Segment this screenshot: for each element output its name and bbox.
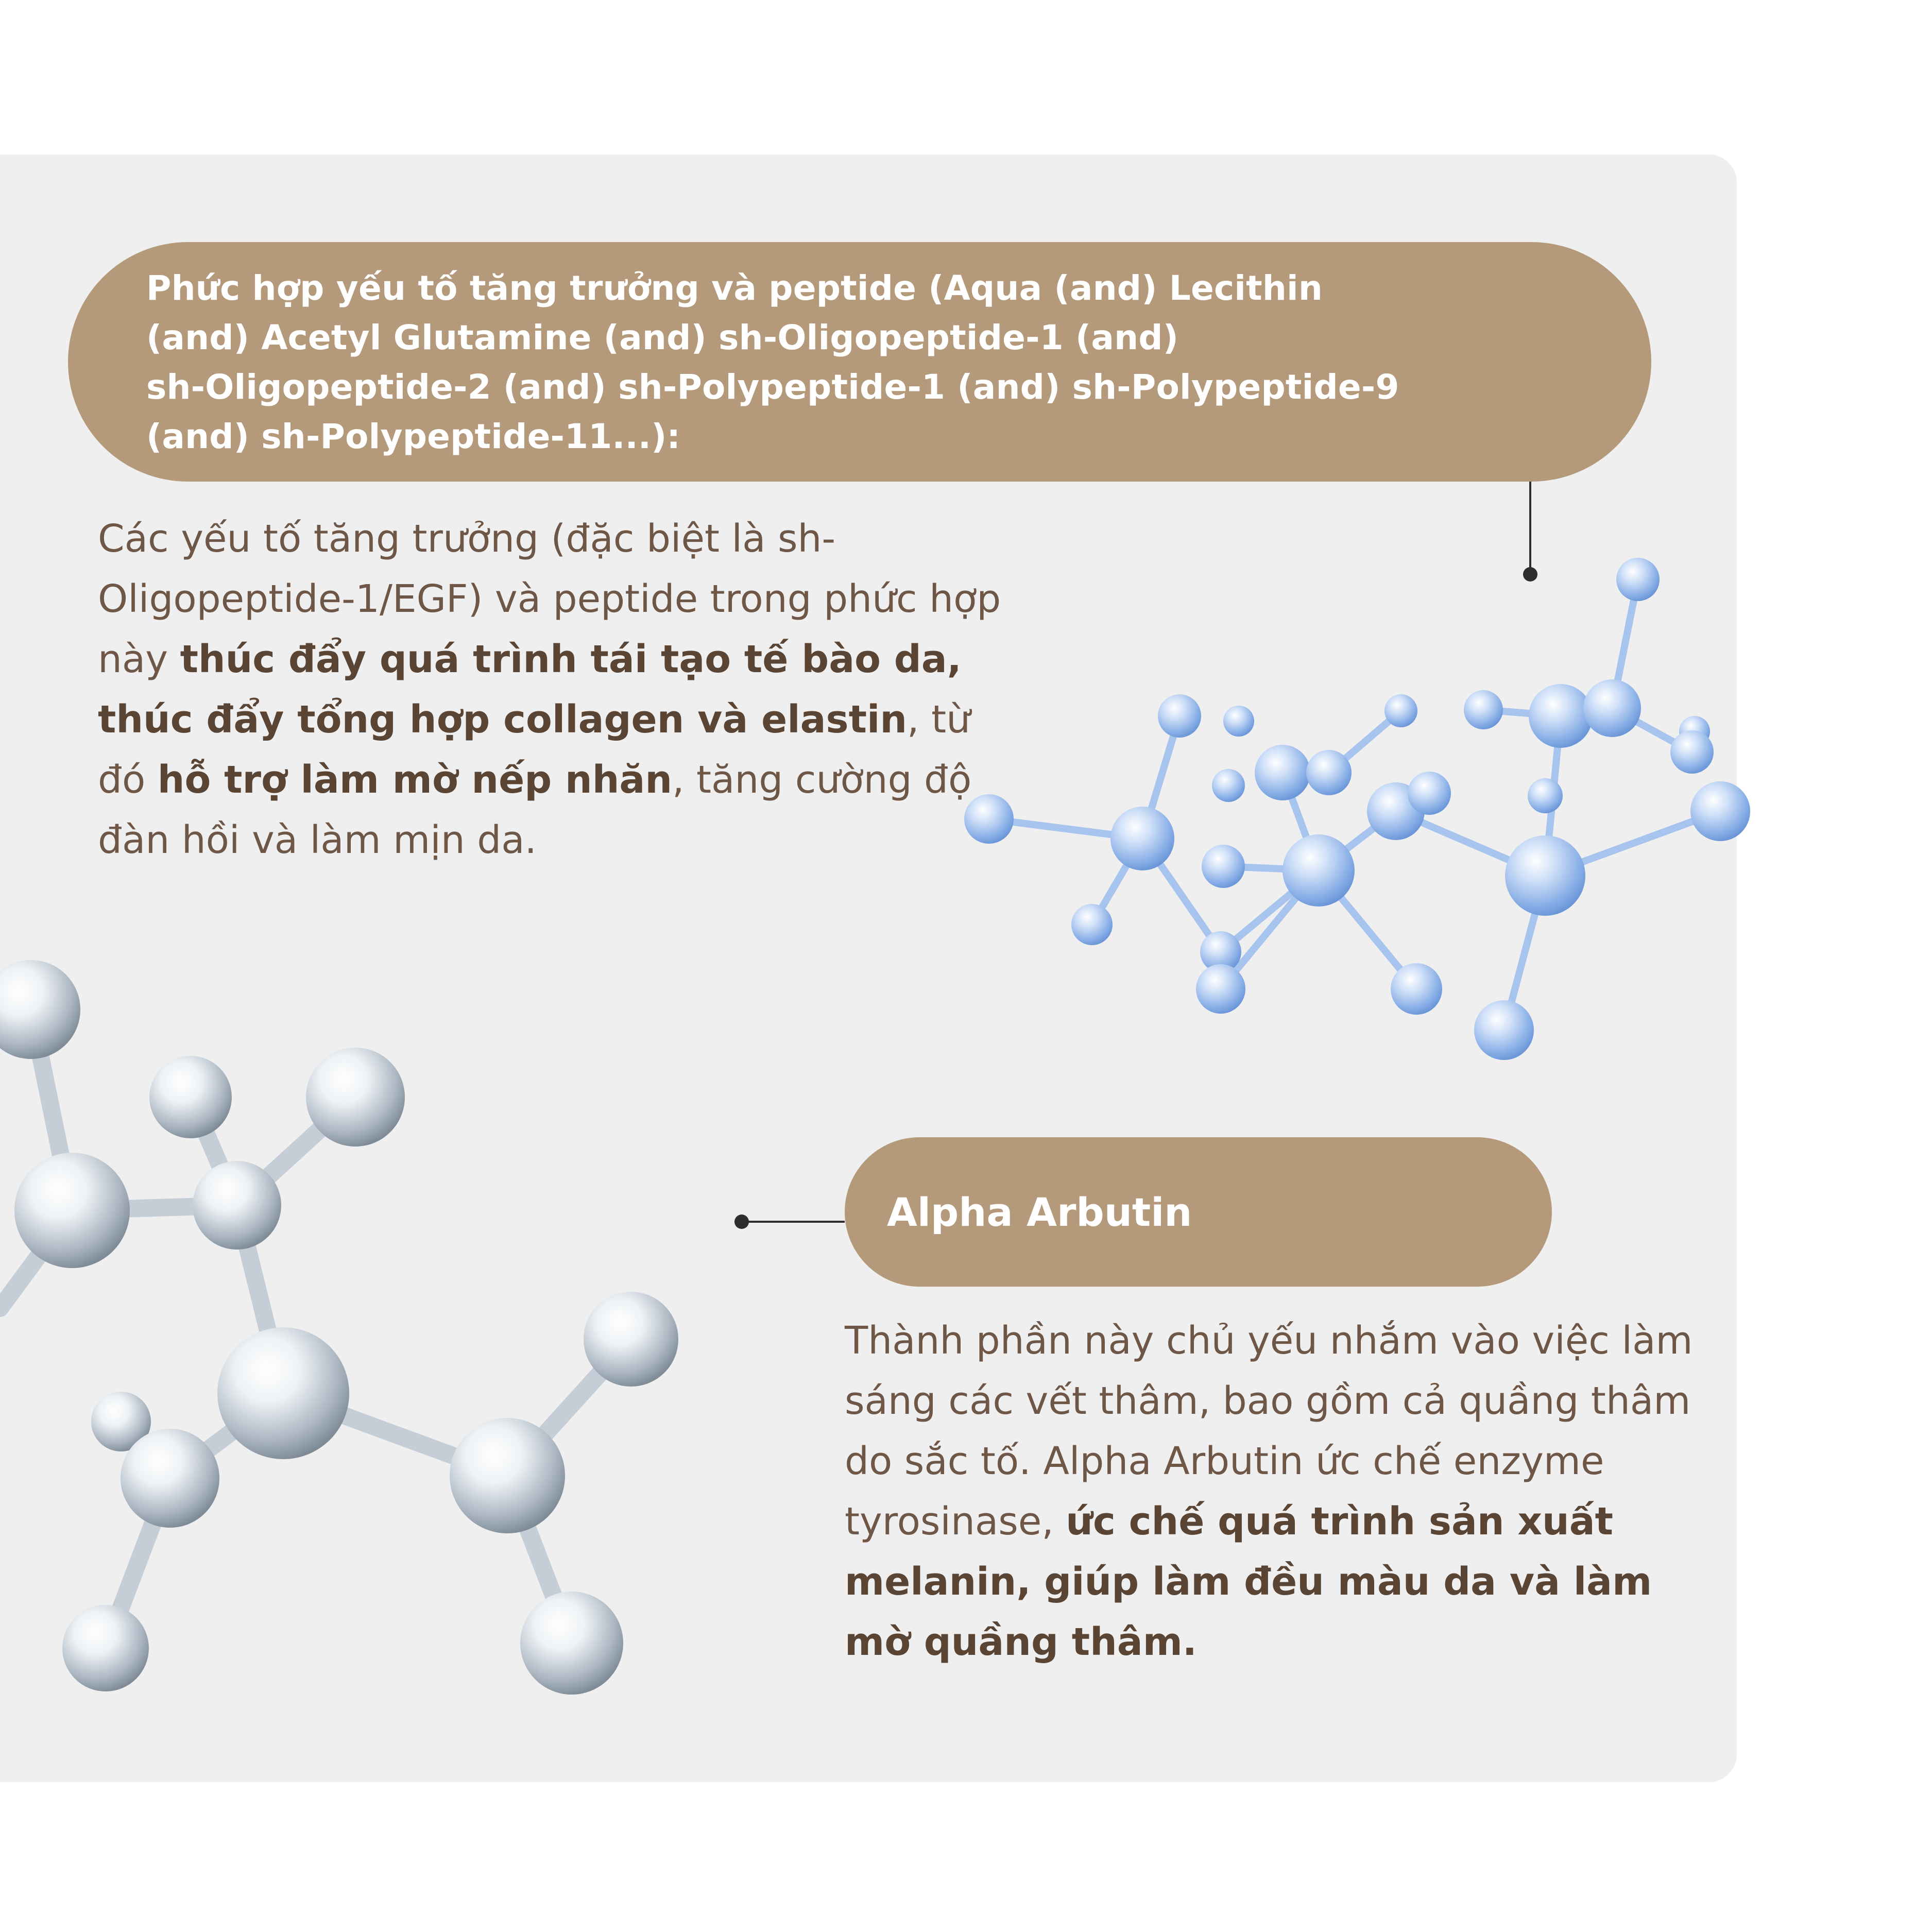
connector-line-2 [742,1221,845,1223]
heading-line-2: (and) Acetyl Glutamine (and) sh-Oligopeptide-1 (and) [146,318,1179,357]
alpha-arbutin-description: Thành phần này chủ yếu nhắm vào việc làm sáng các vết thâm, bao gồm cả quầng thâm do sắc tố. Alpha Arbutin ức chế enzyme tyrosinase, ức chế quá trình sản xuất melanin, giúp làm đều màu da và làm mờ quầng thâm. [845,1319,1693,1664]
growth-factor-description: Các yếu tố tăng trưởng (đặc biệt là sh-Oligopeptide-1/EGF) và peptide trong phức hợp này thúc đẩy quá trình tái tạo tế bào da, thúc đẩy tổng hợp collagen và elastin, từ đó hỗ trợ làm mờ nếp nhăn, tăng cường độ đàn hồi và làm mịn da. [98,517,1001,862]
heading-line-1: Phức hợp yếu tố tăng trưởng và peptide (Aqua (and) Lecithin [146,268,1323,308]
alpha-arbutin-heading: Alpha Arbutin [887,1189,1192,1235]
alpha-arbutin-heading-pill [845,1137,1552,1287]
blue-molecule-illustration [958,541,1751,1076]
silver-molecule-illustration [0,948,690,1720]
growth-factor-heading-pill [68,242,1651,482]
heading-line-3: sh-Oligopeptide-2 (and) sh-Polypeptide-1 (and) sh-Polypeptide-9 [146,367,1399,407]
heading-line-4: (and) sh-Polypeptide-11...): [146,417,681,456]
